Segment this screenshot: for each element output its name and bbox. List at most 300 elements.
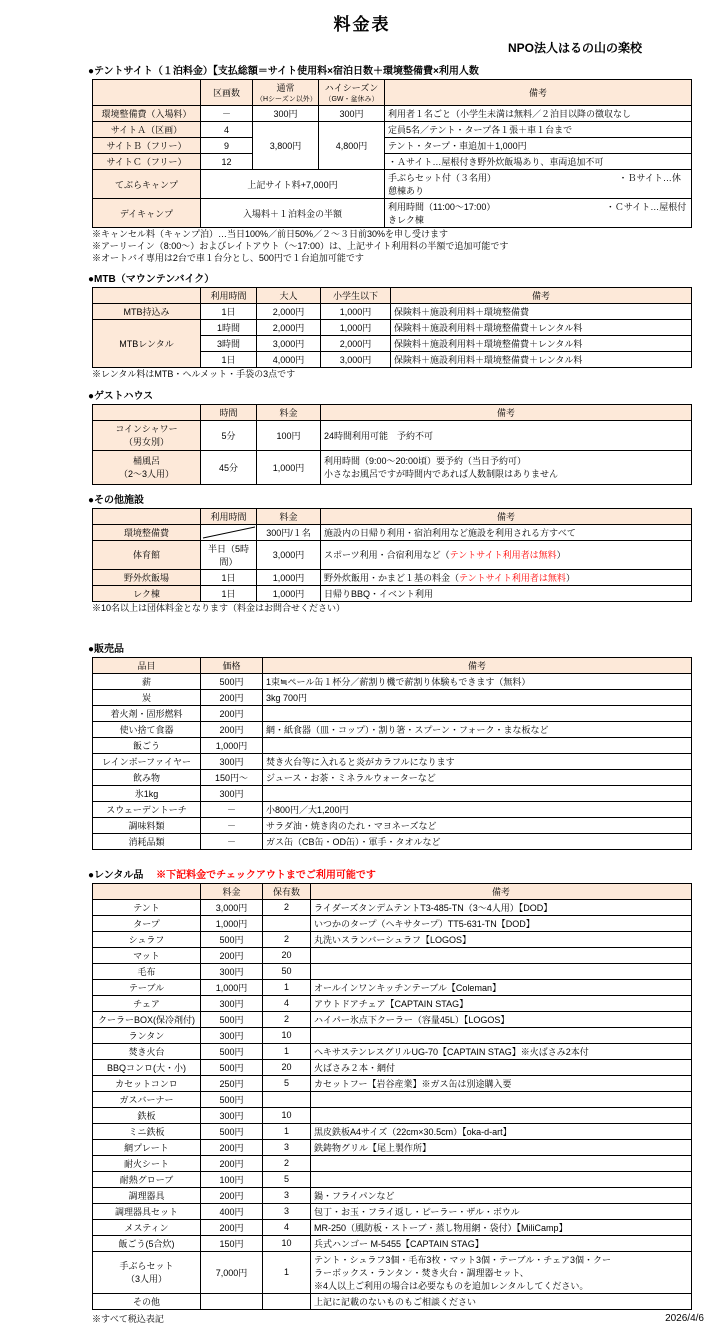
col-header-blank xyxy=(93,508,201,524)
cell-note: 鉄鋳物グリル【尾上製作所】 xyxy=(311,1139,692,1155)
cell-note: 利用者１名ごと（小学生未満は無料／２泊目以降の徴収なし xyxy=(385,106,692,122)
cell-note-text: 手ぶらセット付（３名用） xyxy=(388,173,497,183)
cell-note-line1: 利用時間（9:00～20:00頃）要予約（当日予約可） xyxy=(324,456,527,467)
cell-note-red: テントサイト利用者は無料 xyxy=(459,572,566,583)
cell-item: 耐熱グローブ xyxy=(93,1171,201,1187)
cell-qty: 10 xyxy=(263,1107,311,1123)
table-row xyxy=(93,199,692,228)
cell-price: － xyxy=(201,833,263,849)
cell-note-line2: ラーボックス・ランタン・焚き火台・調理器セット、 xyxy=(314,1267,529,1278)
cell-note: MR-250（風防板・ストーブ・蒸し物用網・袋付）【MiliCamp】 xyxy=(311,1219,692,1235)
table-row xyxy=(93,705,692,721)
cell-note: 包丁・お玉・フライ返し・ピーラー・ザル・ボウル xyxy=(311,1203,692,1219)
cell-note xyxy=(263,737,692,753)
col-header-price: 価格 xyxy=(201,657,263,673)
cell-note-tail: ） xyxy=(565,572,575,583)
cell-note: 保険料＋施設利用料＋環境整備費 xyxy=(391,304,692,320)
cell-item: タープ xyxy=(93,915,201,931)
cell-note-line3: ※4人以上ご利用の場合は必要なものを追加レンタルしてください。 xyxy=(314,1280,589,1291)
table-row xyxy=(93,304,692,320)
table-row xyxy=(93,899,692,915)
diagonal-line-icon xyxy=(201,525,257,540)
col-header-blank xyxy=(93,80,201,106)
section-heading-other: ●その他施設 xyxy=(88,494,145,506)
col-header-note: 備考 xyxy=(311,883,692,899)
cell-note: 保険料＋施設利用料＋環境整備費＋レンタル料 xyxy=(391,336,692,352)
cell-item: 網プレート xyxy=(93,1139,201,1155)
cell-price-span: 入場料＋１泊料金の半額 xyxy=(201,199,385,228)
page-title: 料金表 xyxy=(333,15,391,34)
col-header-normal-main: 通常 xyxy=(276,83,295,93)
cell-note-text: 野外炊飯用・かまど１基の料金（ xyxy=(324,572,460,583)
row-label-line1: 桶風呂 xyxy=(132,456,160,467)
col-header-item: 品目 xyxy=(93,657,201,673)
cell-price: 200円 xyxy=(201,947,263,963)
cell-note: 焚き火台等に入れると炎がカラフルになります xyxy=(263,753,692,769)
cell-price-span: 上記サイト料+7,000円 xyxy=(201,170,385,199)
col-header-time: 利用時間 xyxy=(201,508,257,524)
col-header-adult: 大人 xyxy=(257,288,321,304)
cell-item: マット xyxy=(93,947,201,963)
cell-note: 1束≒ペール缶１杯分／薪割り機で薪割り体験もできます（無料） xyxy=(263,673,692,689)
cell-price: 300円 xyxy=(201,753,263,769)
row-label: デイキャンプ xyxy=(93,199,201,228)
row-label xyxy=(93,450,201,484)
table-row xyxy=(93,320,692,336)
cell-price: 100円 xyxy=(257,420,321,450)
table-row xyxy=(93,106,692,122)
cell-item: テント xyxy=(93,899,201,915)
cell-price: 500円 xyxy=(201,1091,263,1107)
cell-note: 施設内の日帰り利用・宿泊利用など施設を利用される方すべて xyxy=(321,524,692,540)
col-header-time: 利用時間 xyxy=(201,288,257,304)
cell-price: 1,000円 xyxy=(201,915,263,931)
cell-note: いつかのタープ（ヘキサタープ）TT5-631-TN【DOD】 xyxy=(311,915,692,931)
cell-price: 200円 xyxy=(201,1139,263,1155)
col-header-blank xyxy=(93,288,201,304)
col-header-qty: 保有数 xyxy=(263,883,311,899)
col-header-normal-sub: （Hシーズン以外） xyxy=(256,96,317,103)
section-heading-sales: ●販売品 xyxy=(88,643,125,655)
col-header-high-main: ハイシーズン xyxy=(324,83,379,93)
cell-note xyxy=(321,540,692,569)
cell-price: 3,000円 xyxy=(201,899,263,915)
cell-qty xyxy=(263,1091,311,1107)
cell-item: 飲み物 xyxy=(93,769,201,785)
cell-note xyxy=(321,569,692,585)
cell-item: クーラーBOX(保冷剤付) xyxy=(93,1011,201,1027)
cell-qty: 4 xyxy=(263,995,311,1011)
cell-qty: 20 xyxy=(263,1059,311,1075)
cell-time: 45分 xyxy=(201,450,257,484)
table-guesthouse xyxy=(92,404,692,485)
cell-price xyxy=(201,1293,263,1309)
col-header-time: 時間 xyxy=(201,404,257,420)
cell-price: 300円 xyxy=(201,1107,263,1123)
cell-item: ランタン xyxy=(93,1027,201,1043)
row-label-line2: （2～3人用） xyxy=(118,469,174,480)
table-row xyxy=(93,915,692,931)
table-row xyxy=(93,1059,692,1075)
table-row xyxy=(93,1123,692,1139)
col-header-price: 料金 xyxy=(257,404,321,420)
table-row xyxy=(93,947,692,963)
cell-price: 200円 xyxy=(201,1219,263,1235)
cell-note: ハイパー氷点下クーラー（容量45L）【LOGOS】 xyxy=(311,1011,692,1027)
table-row xyxy=(93,689,692,705)
cell-qty: 5 xyxy=(263,1171,311,1187)
table-row xyxy=(93,1203,692,1219)
table-row xyxy=(93,1043,692,1059)
note-line: ※レンタル料はMTB・ヘルメット・手袋の3点です xyxy=(92,369,296,380)
cell-qty: 10 xyxy=(263,1027,311,1043)
rental-heading-note: ※下記料金でチェックアウトまでご利用可能です xyxy=(156,869,376,881)
cell-item: シュラフ xyxy=(93,931,201,947)
cell-qty: 3 xyxy=(263,1187,311,1203)
col-header-price: 料金 xyxy=(201,883,263,899)
cell-price: 150円～ xyxy=(201,769,263,785)
cell-item: 鉄板 xyxy=(93,1107,201,1123)
cell-price: 300円 xyxy=(201,995,263,1011)
cell-price: 300円 xyxy=(201,963,263,979)
table-mtb xyxy=(92,287,692,368)
col-header-note: 備考 xyxy=(391,288,692,304)
cell-note: 日帰りBBQ・イベント利用 xyxy=(321,585,692,601)
cell-child: 1,000円 xyxy=(321,320,391,336)
table-row xyxy=(93,288,692,304)
cell-note: カセットフー【岩谷産業】※ガス缶は別途購入要 xyxy=(311,1075,692,1091)
cell-note: サラダ油・焼き肉のたれ・マヨネーズなど xyxy=(263,817,692,833)
other-notes xyxy=(92,602,714,614)
table-row xyxy=(93,1187,692,1203)
cell-item: カセットコンロ xyxy=(93,1075,201,1091)
table-row xyxy=(93,569,692,585)
cell-time: 3時間 xyxy=(201,336,257,352)
cell-note xyxy=(311,1107,692,1123)
col-header-item xyxy=(93,883,201,899)
table-row xyxy=(93,1139,692,1155)
cell-qty: 3 xyxy=(263,1203,311,1219)
footer-tax-note: ※すべて税込表記 xyxy=(92,1313,164,1324)
table-row xyxy=(93,1107,692,1123)
cell-qty: 2 xyxy=(263,931,311,947)
col-header-high xyxy=(319,80,385,106)
cell-price: － xyxy=(201,817,263,833)
cell-price: － xyxy=(201,801,263,817)
cell-high: 300円 xyxy=(319,106,385,122)
cell-item: 焚き火台 xyxy=(93,1043,201,1059)
cell-high: 4,800円 xyxy=(319,122,385,170)
cell-price: 200円 xyxy=(201,689,263,705)
section-heading-rental xyxy=(88,866,714,881)
cell-note: 上記に記載のないものもご相談ください xyxy=(311,1293,692,1309)
table-row xyxy=(93,1011,692,1027)
cell-kukaku: － xyxy=(201,106,253,122)
cell-qty: 2 xyxy=(263,899,311,915)
cell-item: チェア xyxy=(93,995,201,1011)
row-label: MTBレンタル xyxy=(93,320,201,368)
table-row xyxy=(93,404,692,420)
cell-item: その他 xyxy=(93,1293,201,1309)
cell-qty: 50 xyxy=(263,963,311,979)
section-heading-rental-text: ●レンタル品 xyxy=(88,869,144,881)
cell-price: 300円 xyxy=(201,1027,263,1043)
cell-price: 200円 xyxy=(201,1187,263,1203)
cell-adult: 4,000円 xyxy=(257,352,321,368)
table-row xyxy=(93,1027,692,1043)
cell-note-line1: テント・シュラフ3個・毛布3枚・マット3個・テーブル・チェア3個・クー xyxy=(314,1254,611,1265)
cell-item: スウェーデントーチ xyxy=(93,801,201,817)
col-header-note: 備考 xyxy=(263,657,692,673)
cell-time-empty xyxy=(201,524,257,540)
footer-date: 2026/4/6 xyxy=(665,1312,704,1324)
cell-note: ヘキサステンレスグリルUG-70【CAPTAIN STAG】※火ばさみ2本付 xyxy=(311,1043,692,1059)
cell-note-tail: ） xyxy=(556,550,566,561)
table-row xyxy=(93,883,692,899)
cell-time: 1日 xyxy=(201,304,257,320)
section-heading-tent: ●テントサイト（１泊料金）【支払総額＝サイト使用料×宿泊日数＋環境整備費×利用人数 xyxy=(88,66,479,77)
cell-price: 200円 xyxy=(201,721,263,737)
table-row xyxy=(93,1171,692,1187)
col-header-normal xyxy=(253,80,319,106)
cell-qty xyxy=(263,1293,311,1309)
cell-qty: 2 xyxy=(263,1155,311,1171)
footer xyxy=(10,1312,714,1325)
cell-note xyxy=(311,963,692,979)
cell-note: ライダーズタンデムテントT3-485-TN（3～4人用）【DOD】 xyxy=(311,899,692,915)
cell-qty: 3 xyxy=(263,1139,311,1155)
row-label: 野外炊飯場 xyxy=(93,569,201,585)
col-header-note: 備考 xyxy=(321,404,692,420)
cell-price: 300円 xyxy=(201,785,263,801)
cell-price: 500円 xyxy=(201,931,263,947)
table-row xyxy=(93,1251,692,1293)
table-row xyxy=(93,833,692,849)
cell-qty xyxy=(263,915,311,931)
cell-price: 300円/１名 xyxy=(257,524,321,540)
cell-adult: 2,000円 xyxy=(257,304,321,320)
table-row xyxy=(93,673,692,689)
row-label: 環境整備費 xyxy=(93,524,201,540)
table-row xyxy=(93,1091,692,1107)
table-row xyxy=(93,979,692,995)
cell-price: 200円 xyxy=(201,1155,263,1171)
table-row xyxy=(93,963,692,979)
cell-qty: 4 xyxy=(263,1219,311,1235)
cell-note: 保険料＋施設利用料＋環境整備費＋レンタル料 xyxy=(391,320,692,336)
table-row xyxy=(93,753,692,769)
row-label-line1: コインシャワー xyxy=(115,424,178,435)
cell-note: 丸洗いスランバーシュラフ【LOGOS】 xyxy=(311,931,692,947)
cell-note-line2: 小さなお風呂ですが時間内であれば人数制限はありません xyxy=(324,469,559,480)
table-row xyxy=(93,420,692,450)
cell-kukaku: 12 xyxy=(201,154,253,170)
table-sales xyxy=(92,657,692,850)
cell-item: テーブル xyxy=(93,979,201,995)
cell-price: 1,000円 xyxy=(257,569,321,585)
row-label: サイトＣ（フリー） xyxy=(93,154,201,170)
table-row xyxy=(93,508,692,524)
table-row xyxy=(93,80,692,106)
cell-note xyxy=(263,785,692,801)
table-row xyxy=(93,1155,692,1171)
cell-note xyxy=(385,170,692,199)
table-row xyxy=(93,721,692,737)
cell-price: 3,000円 xyxy=(257,540,321,569)
cell-price: 500円 xyxy=(201,1123,263,1139)
cell-kukaku: 4 xyxy=(201,122,253,138)
cell-item xyxy=(93,1251,201,1293)
cell-item: 炭 xyxy=(93,689,201,705)
col-header-note: 備考 xyxy=(385,80,692,106)
cell-price: 1,000円 xyxy=(257,585,321,601)
cell-qty: 1 xyxy=(263,1251,311,1293)
table-row xyxy=(93,995,692,1011)
table-rental xyxy=(92,883,692,1310)
cell-item: 使い捨て食器 xyxy=(93,721,201,737)
cell-normal: 3,800円 xyxy=(253,122,319,170)
col-header-high-sub: （GW・盆休み） xyxy=(324,96,379,103)
cell-price: 200円 xyxy=(201,705,263,721)
cell-price: 100円 xyxy=(201,1171,263,1187)
row-label: 体育館 xyxy=(93,540,201,569)
cell-item: 毛布 xyxy=(93,963,201,979)
cell-note: 3kg 700円 xyxy=(263,689,692,705)
cell-price: 1,000円 xyxy=(257,450,321,484)
cell-note: 鍋・フライパンなど xyxy=(311,1187,692,1203)
cell-kukaku: 9 xyxy=(201,138,253,154)
row-label xyxy=(93,420,201,450)
cell-note xyxy=(311,1251,692,1293)
section-heading-mtb: ●MTB（マウンテンバイク） xyxy=(88,274,215,286)
cell-price: 7,000円 xyxy=(201,1251,263,1293)
row-label: てぶらキャンプ xyxy=(93,170,201,199)
note-line: ※アーリーイン（8:00～）およびレイトアウト（～17:00）は、上記サイト利用料の半額で追加可能です xyxy=(92,241,509,252)
section-heading-guesthouse: ●ゲストハウス xyxy=(88,390,154,402)
cell-price: 400円 xyxy=(201,1203,263,1219)
cell-note: 小800円／大1,200円 xyxy=(263,801,692,817)
cell-item: 飯ごう(5合炊) xyxy=(93,1235,201,1251)
cell-price: 500円 xyxy=(201,673,263,689)
cell-note-text: 利用時間（11:00～17:00） xyxy=(388,202,496,212)
table-row xyxy=(93,769,692,785)
cell-note: 24時間利用可能 予約不可 xyxy=(321,420,692,450)
cell-item: 調理器具セット xyxy=(93,1203,201,1219)
row-label: サイトＢ（フリー） xyxy=(93,138,201,154)
cell-item: 薪 xyxy=(93,673,201,689)
cell-time: 1時間 xyxy=(201,320,257,336)
cell-item: ミニ鉄板 xyxy=(93,1123,201,1139)
cell-child: 1,000円 xyxy=(321,304,391,320)
cell-note: ガス缶（CB缶・OD缶）・軍手・タオルなど xyxy=(263,833,692,849)
table-row xyxy=(93,154,692,170)
table-row xyxy=(93,122,692,138)
cell-item: レインボーファイヤー xyxy=(93,753,201,769)
cell-price: 250円 xyxy=(201,1075,263,1091)
cell-item-line2: （3人用） xyxy=(125,1274,167,1285)
cell-note-red: テントサイト利用者は無料 xyxy=(449,550,557,561)
table-row xyxy=(93,540,692,569)
cell-note: 兵式ハンゴー M-5455【CAPTAIN STAG】 xyxy=(311,1235,692,1251)
cell-note xyxy=(311,1171,692,1187)
note-line: ※キャンセル料（キャンプ泊）…当日100%／前日50%／２～３日前30%を申し受けます xyxy=(92,229,449,239)
cell-note: ジュース・お茶・ミネラルウォーターなど xyxy=(263,769,692,785)
cell-qty: 1 xyxy=(263,1043,311,1059)
cell-price: 500円 xyxy=(201,1059,263,1075)
cell-adult: 2,000円 xyxy=(257,320,321,336)
cell-price: 1,000円 xyxy=(201,979,263,995)
cell-qty: 1 xyxy=(263,979,311,995)
cell-note: 保険料＋施設利用料＋環境整備費＋レンタル料 xyxy=(391,352,692,368)
cell-note: 網・紙食器（皿・コップ）・割り箸・スプーン・フォーク・まな板など xyxy=(263,721,692,737)
spacer xyxy=(10,614,714,624)
cell-note: オールインワンキッチンテーブル【Coleman】 xyxy=(311,979,692,995)
note-line: ※オートバイ専用は2台で車１台分とし、500円で１台追加可能です xyxy=(92,253,364,264)
cell-note: 火ばさみ２本・網付 xyxy=(311,1059,692,1075)
cell-price: 1,000円 xyxy=(201,737,263,753)
cell-note xyxy=(311,947,692,963)
cell-note-extra: ・Ｃサイト…屋根付きレク棟 xyxy=(388,202,687,225)
row-label: MTB持込み xyxy=(93,304,201,320)
table-row xyxy=(93,585,692,601)
cell-note-extra: ・Ｂサイト…休憩棟あり xyxy=(388,173,681,196)
cell-note xyxy=(311,1155,692,1171)
note-line: ※10名以上は団体料金となります（料金はお問合せください） xyxy=(92,602,346,613)
table-row xyxy=(93,931,692,947)
col-header-child: 小学生以下 xyxy=(321,288,391,304)
cell-note xyxy=(311,1091,692,1107)
table-row xyxy=(93,737,692,753)
cell-item-line1: 手ぶらセット xyxy=(119,1261,174,1272)
table-row xyxy=(93,817,692,833)
table-row xyxy=(93,138,692,154)
cell-qty: 2 xyxy=(263,1011,311,1027)
cell-time: 1日 xyxy=(201,352,257,368)
table-row xyxy=(93,524,692,540)
cell-qty: 5 xyxy=(263,1075,311,1091)
cell-item: 着火剤・固形燃料 xyxy=(93,705,201,721)
cell-note: 定員5名／テント・タープ各１張＋車１台まで xyxy=(385,122,692,138)
cell-item: BBQコンロ(大・小) xyxy=(93,1059,201,1075)
cell-note-text: スポーツ利用・合宿利用など（ xyxy=(324,550,450,561)
row-label-line2: （男女別） xyxy=(123,437,169,448)
col-header-note: 備考 xyxy=(321,508,692,524)
cell-note: テント・タープ・車追加＋1,000円 xyxy=(385,138,692,154)
table-row xyxy=(93,1219,692,1235)
cell-qty: 1 xyxy=(263,1123,311,1139)
cell-item: ガスバーナー xyxy=(93,1091,201,1107)
table-row xyxy=(93,450,692,484)
row-label: 環境整備費（入場料） xyxy=(93,106,201,122)
col-header-blank xyxy=(93,404,201,420)
cell-adult: 3,000円 xyxy=(257,336,321,352)
cell-child: 2,000円 xyxy=(321,336,391,352)
cell-note xyxy=(321,450,692,484)
row-label: サイトＡ（区画） xyxy=(93,122,201,138)
row-label: レク棟 xyxy=(93,585,201,601)
cell-note xyxy=(263,705,692,721)
table-row xyxy=(93,170,692,199)
cell-price: 150円 xyxy=(201,1235,263,1251)
table-tent xyxy=(92,79,692,228)
cell-time: 5分 xyxy=(201,420,257,450)
spacer xyxy=(10,850,714,860)
cell-item: 氷1kg xyxy=(93,785,201,801)
spacer xyxy=(10,624,714,634)
col-header-kukaku: 区画数 xyxy=(201,80,253,106)
table-row xyxy=(93,785,692,801)
cell-price: 500円 xyxy=(201,1011,263,1027)
